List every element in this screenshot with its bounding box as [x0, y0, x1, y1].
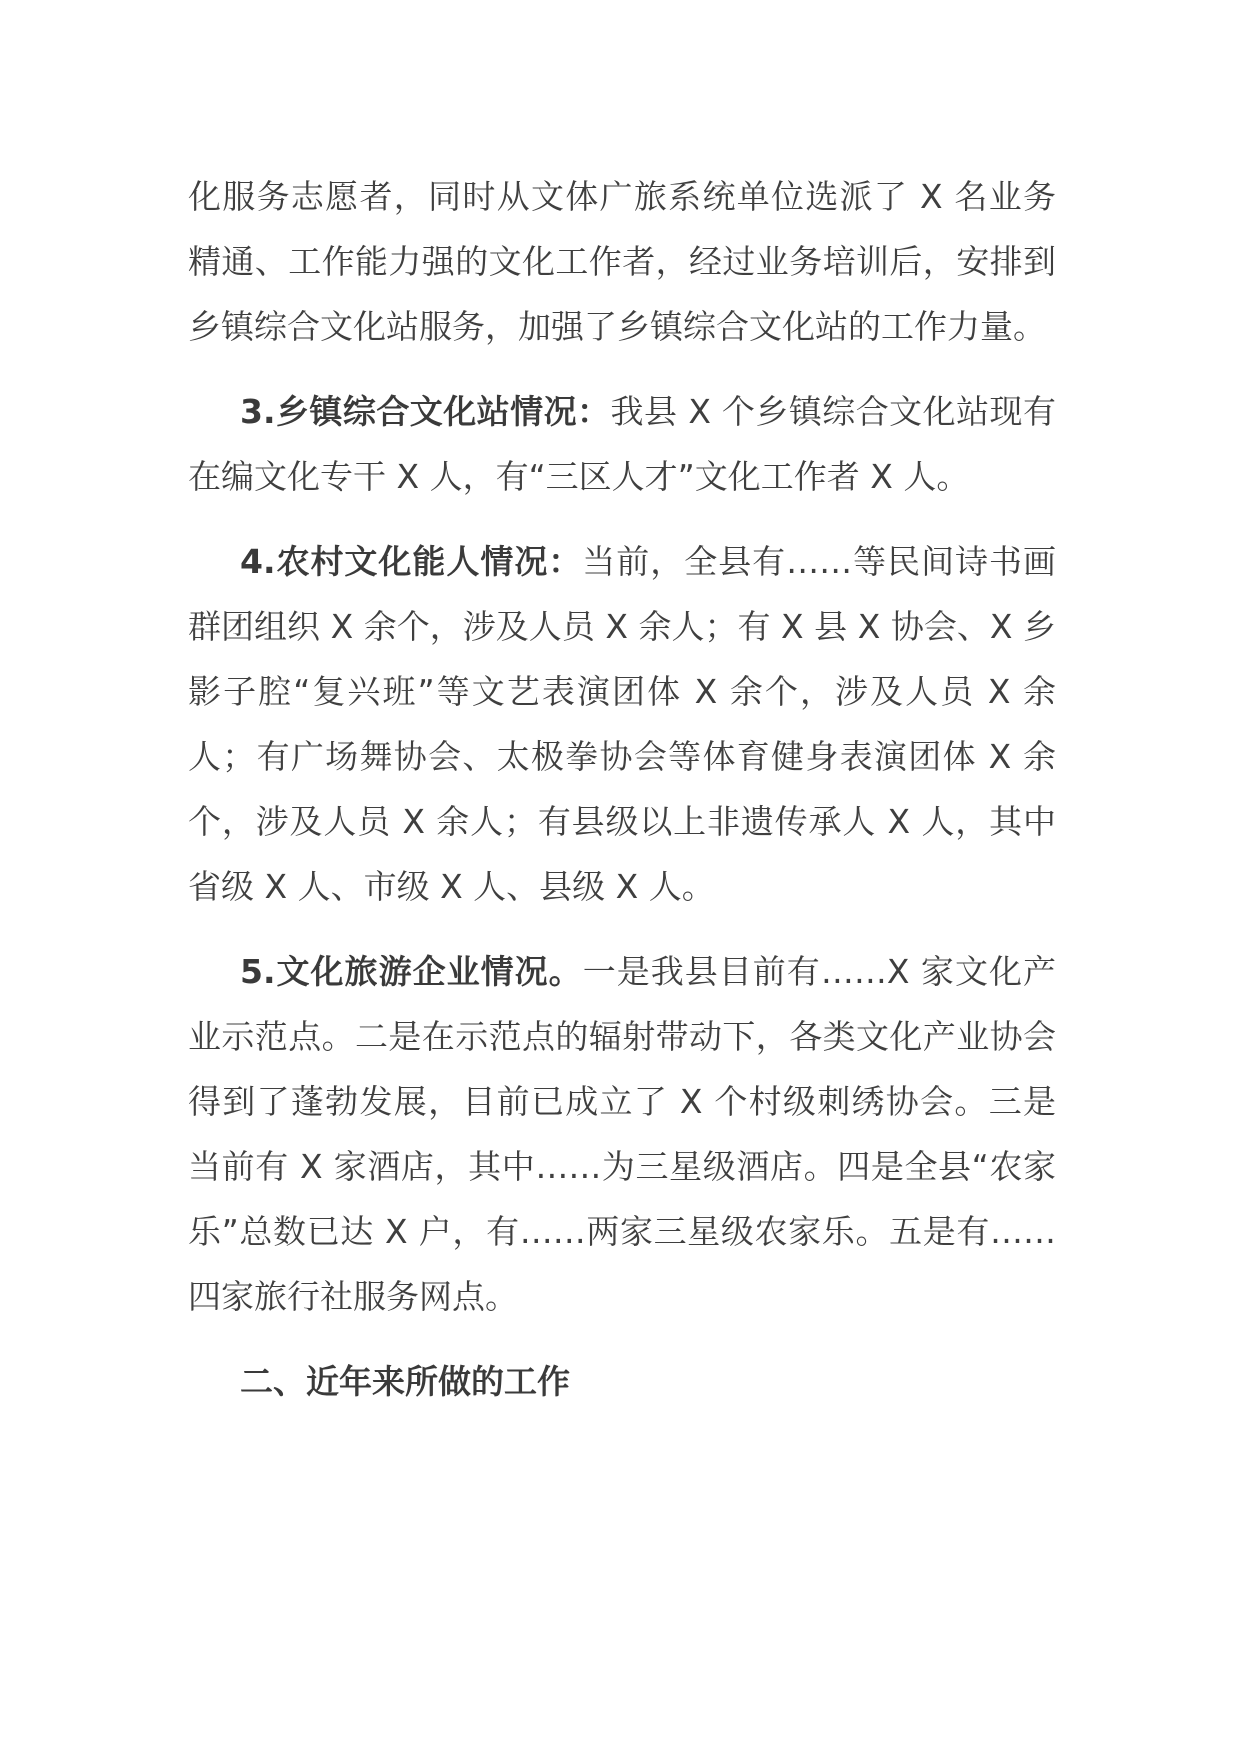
paragraph-continuation — [188, 164, 1056, 359]
paragraph-text: 化服务志愿者，同时从文体广旅系统单位选派了 X 名业务精通、工作能力强的文化工作者，经过业务培训后，安排到乡镇综合文化站服务，加强了乡镇综合文化站的工作力量。 — [188, 177, 1056, 346]
paragraph-lead: 5.文化旅游企业情况。 — [240, 952, 583, 991]
paragraph-text: 一是我县目前有……X 家文化产业示范点。二是在示范点的辐射带动下，各类文化产业协会得到了蓬勃发展，目前已成立了 X 个村级刺绣协会。三是当前有 X 家酒店，其中……为三星级酒店。四是全县“农家乐”总数已达 X 户，有……两家三星级农家乐。五是有……四家旅行社服务网点。 — [188, 952, 1056, 1316]
paragraph-township-culture-stations — [188, 379, 1056, 509]
section-heading: 二、近年来所做的工作 — [240, 1362, 570, 1401]
paragraph-text: 我县 X 个乡镇综合文化站现有在编文化专干 X 人，有“三区人才”文化工作者 X 人。 — [188, 392, 1056, 496]
paragraph-lead: 3.乡镇综合文化站情况： — [240, 392, 611, 431]
paragraph-lead: 4.农村文化能人情况： — [240, 542, 583, 581]
document-body — [188, 164, 1056, 1414]
paragraph-rural-culture-talents — [188, 529, 1056, 919]
paragraph-culture-tourism-enterprises — [188, 939, 1056, 1329]
paragraph-text: 当前，全县有……等民间诗书画群团组织 X 余个，涉及人员 X 余人；有 X 县 X 协会、X 乡影子腔“复兴班”等文艺表演团体 X 余个，涉及人员 X 余人；有广场舞协会、太极拳协会等体育健身表演团体 X 余个，涉及人员 X 余人；有县级以上非遗传承人 X 人，其中省级 X 人、市级 X 人、县级 X 人。 — [188, 542, 1057, 906]
